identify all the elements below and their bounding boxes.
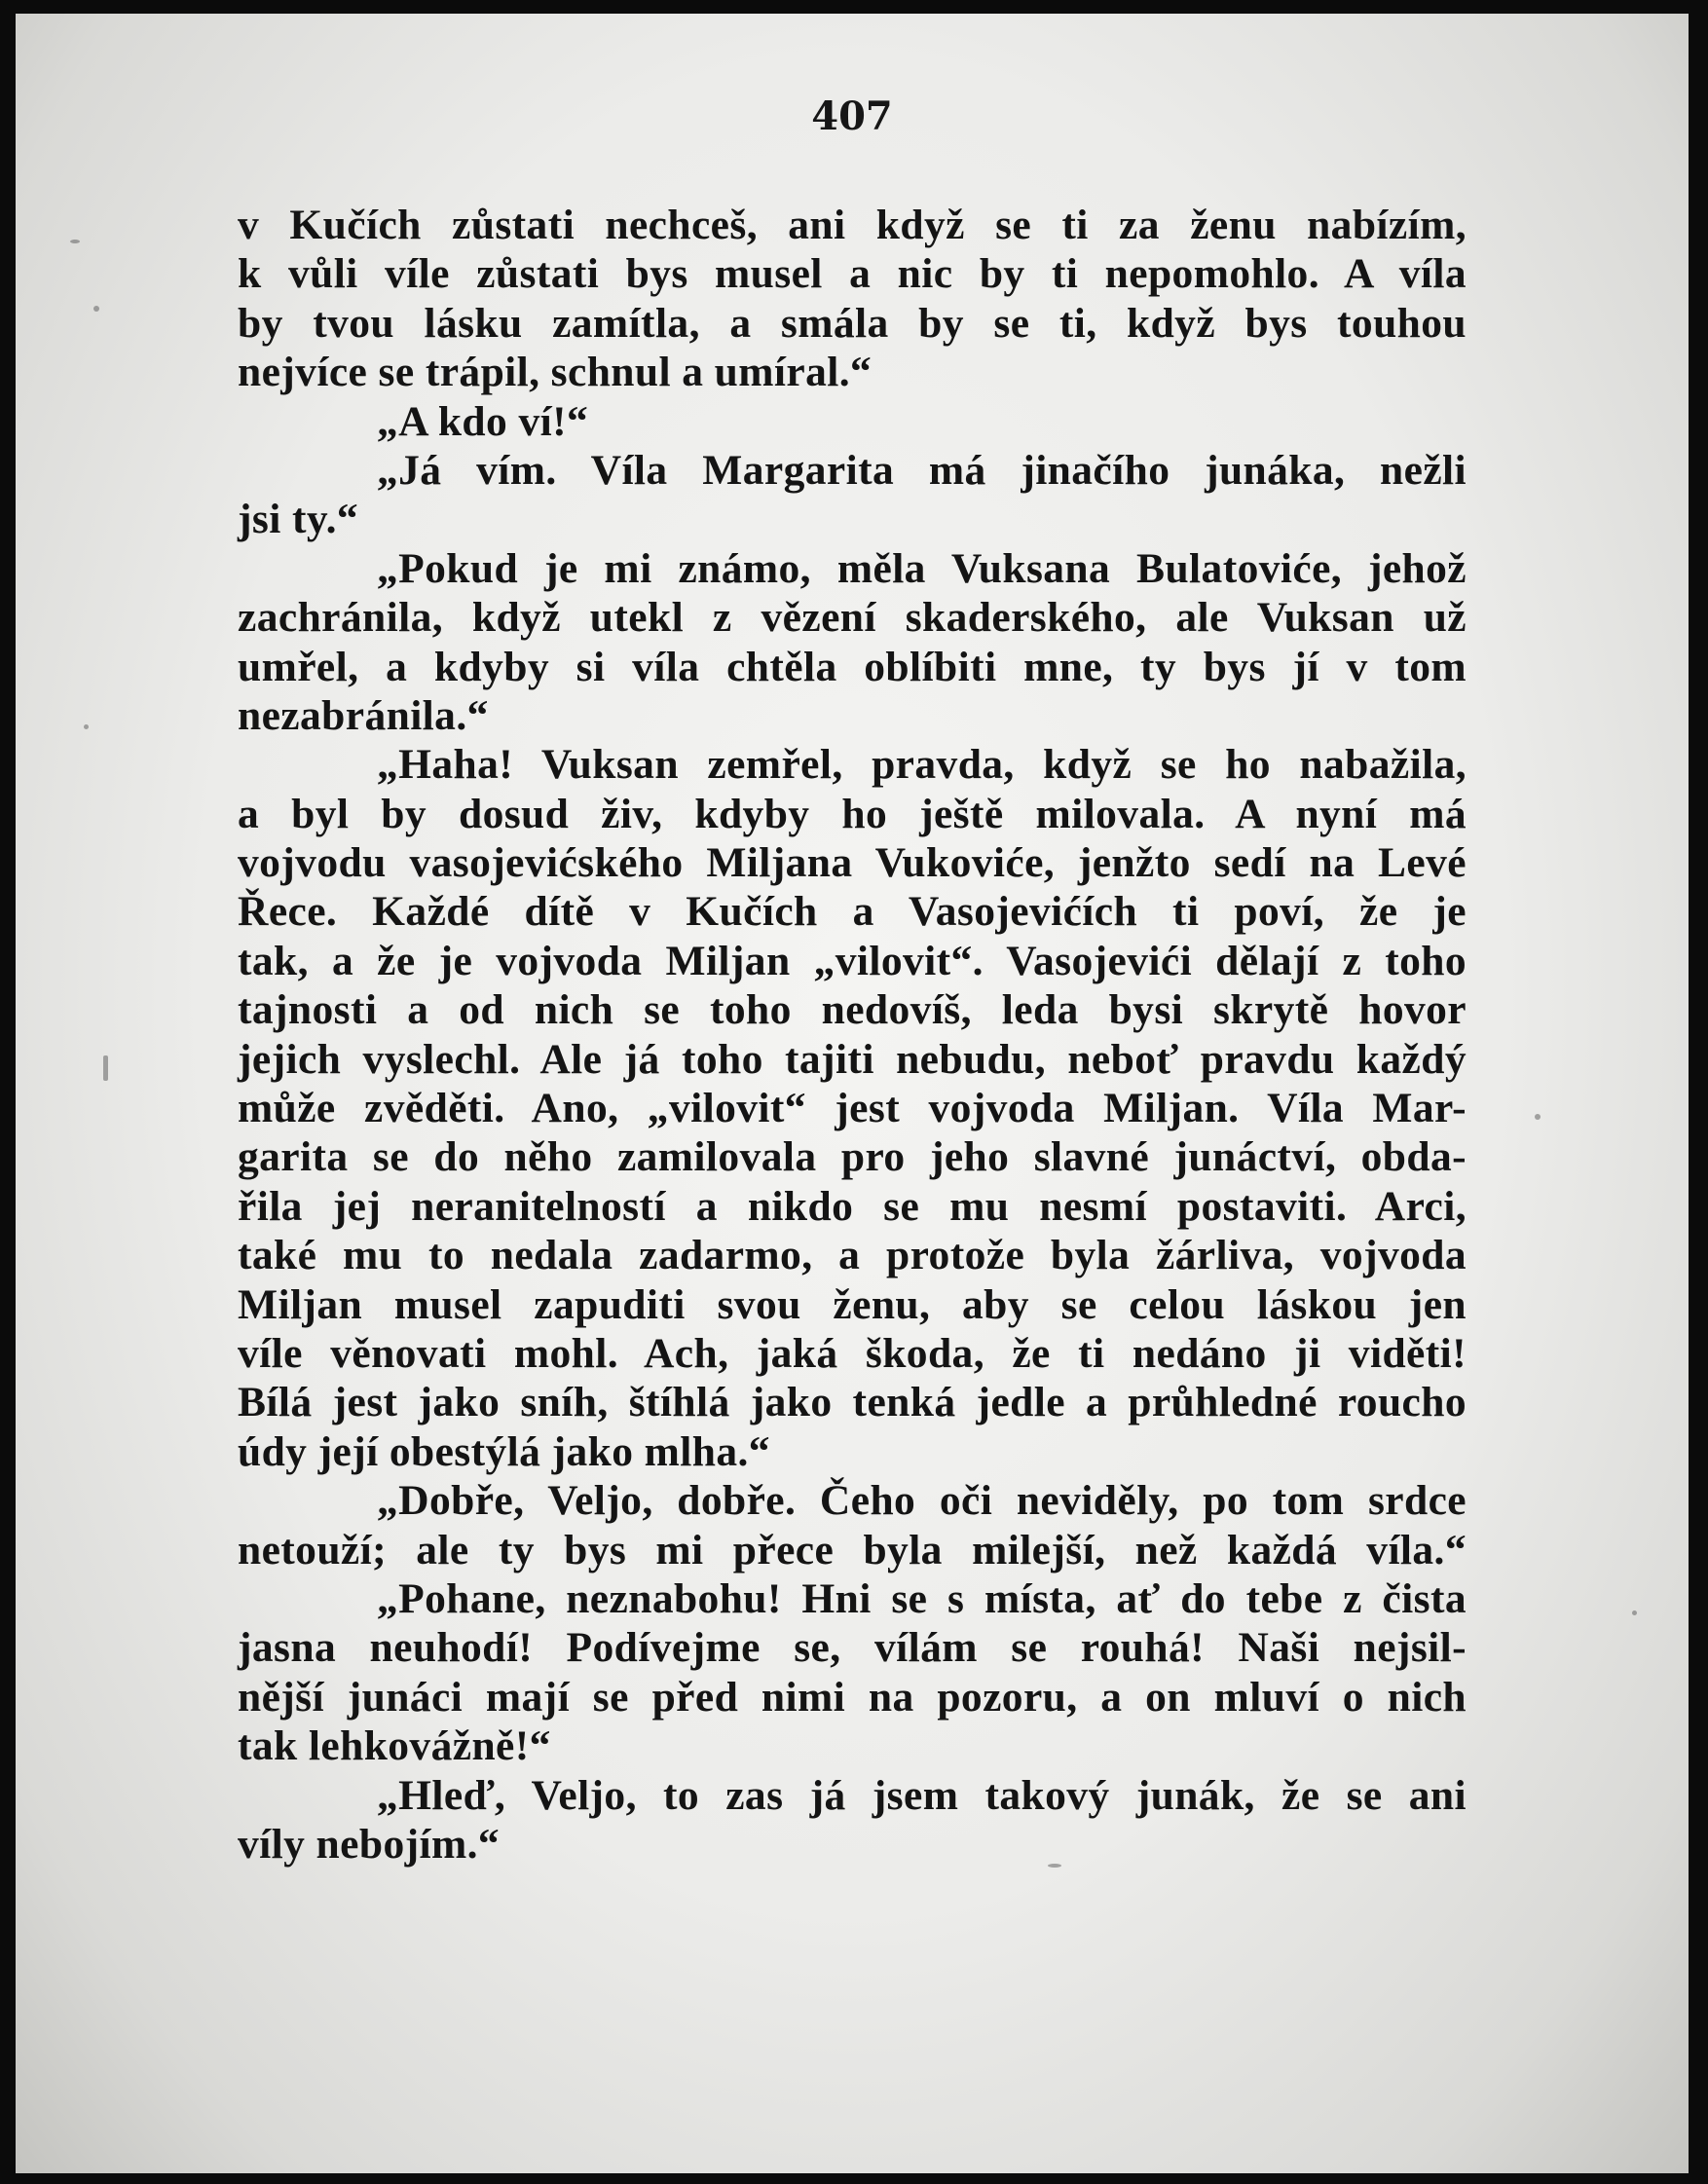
text-line: vojvodu vasojevićského Miljana Vukoviće, jenžto sedí na Levé [238,839,1467,887]
text-line: tak, a že je vojvoda Miljan „vilovit“. Vasojevići dělají z toho [238,937,1467,984]
text-line: umřel, a kdyby si víla chtěla oblíbiti mne, ty bys jí v tom [238,643,1467,690]
text-line: k vůli víle zůstati bys musel a nic by ti nepomohlo. A víla [238,250,1467,298]
text-line: „Pokud je mi známo, měla Vuksana Bulatoviće, jehož [377,544,1467,592]
text-line: jasna neuhodí! Podívejme se, vílám se rouhá! Naši nejsil- [238,1624,1467,1672]
text-line: řila jej neranitelností a nikdo se mu nesmí postaviti. Arci, [238,1182,1467,1230]
text-line: jsi ty.“ [238,496,359,543]
text-line: Miljan musel zapuditi svou ženu, aby se celou láskou jen [238,1280,1467,1328]
text-line: jejich vyslechl. Ale já toho tajiti nebudu, neboť pravdu každý [238,1035,1467,1083]
text-line: víle věnovati mohl. Ach, jaká škoda, že ti nedáno ji viděti! [238,1329,1467,1377]
text-line: garita se do něho zamilovala pro jeho slavné junáctví, obda- [238,1133,1467,1181]
text-line: Bílá jest jako sníh, štíhlá jako tenká jedle a průhledné roucho [238,1379,1467,1426]
text-line: může zvěděti. Ano, „vilovit“ jest vojvoda Miljan. Víla Mar- [238,1085,1467,1132]
text-line: nezabránila.“ [238,691,489,739]
text-line: víly nebojím.“ [238,1820,501,1868]
text-line: v Kučích zůstati nechceš, ani když se ti za ženu nabízím, [238,202,1467,248]
text-line: a byl by dosud živ, kdyby ho ještě milovala. A nyní má [238,790,1467,837]
text-line: Řece. Každé dítě v Kučích a Vasojevićích ti poví, že je [238,888,1467,936]
text-line: nější junáci mají se před nimi na pozoru, a on mluví o nich [238,1673,1467,1721]
text-line: tak lehkovážně!“ [238,1722,551,1770]
page-number: 407 [811,93,893,139]
text-line: by tvou lásku zamítla, a smála by se ti, když bys touhou [238,299,1467,347]
text-line: „A kdo ví!“ [377,397,589,445]
text-line: „Dobře, Veljo, dobře. Čeho oči neviděly, po tom srdce [377,1477,1467,1525]
text-line: netouží; ale ty bys mi přece byla milejší, než každá víla.“ [238,1526,1467,1573]
text-line: tajnosti a od nich se toho nedovíš, leda bysi skrytě hovor [238,986,1467,1034]
text-line: „Já vím. Víla Margarita má jinačího junáka, nežli [377,446,1467,494]
text-line: také mu to nedala zadarmo, a protože byla žárliva, vojvoda [238,1232,1467,1279]
text-line: „Pohane, neznabohu! Hni se s místa, ať do tebe z čista [377,1574,1467,1622]
text-line: údy její obestýlá jako mlha.“ [238,1427,770,1475]
text-line: „Haha! Vuksan zemřel, pravda, když se ho nabažila, [377,741,1467,789]
book-page [16,14,1689,2173]
text-line: „Hleď, Veljo, to zas já jsem takový junák, že se ani [377,1771,1467,1819]
text-line: nejvíce se trápil, schnul a umíral.“ [238,349,873,396]
text-line: zachránila, když utekl z vězení skaderského, ale Vuksan už [238,594,1467,642]
body-text [238,201,1467,1869]
